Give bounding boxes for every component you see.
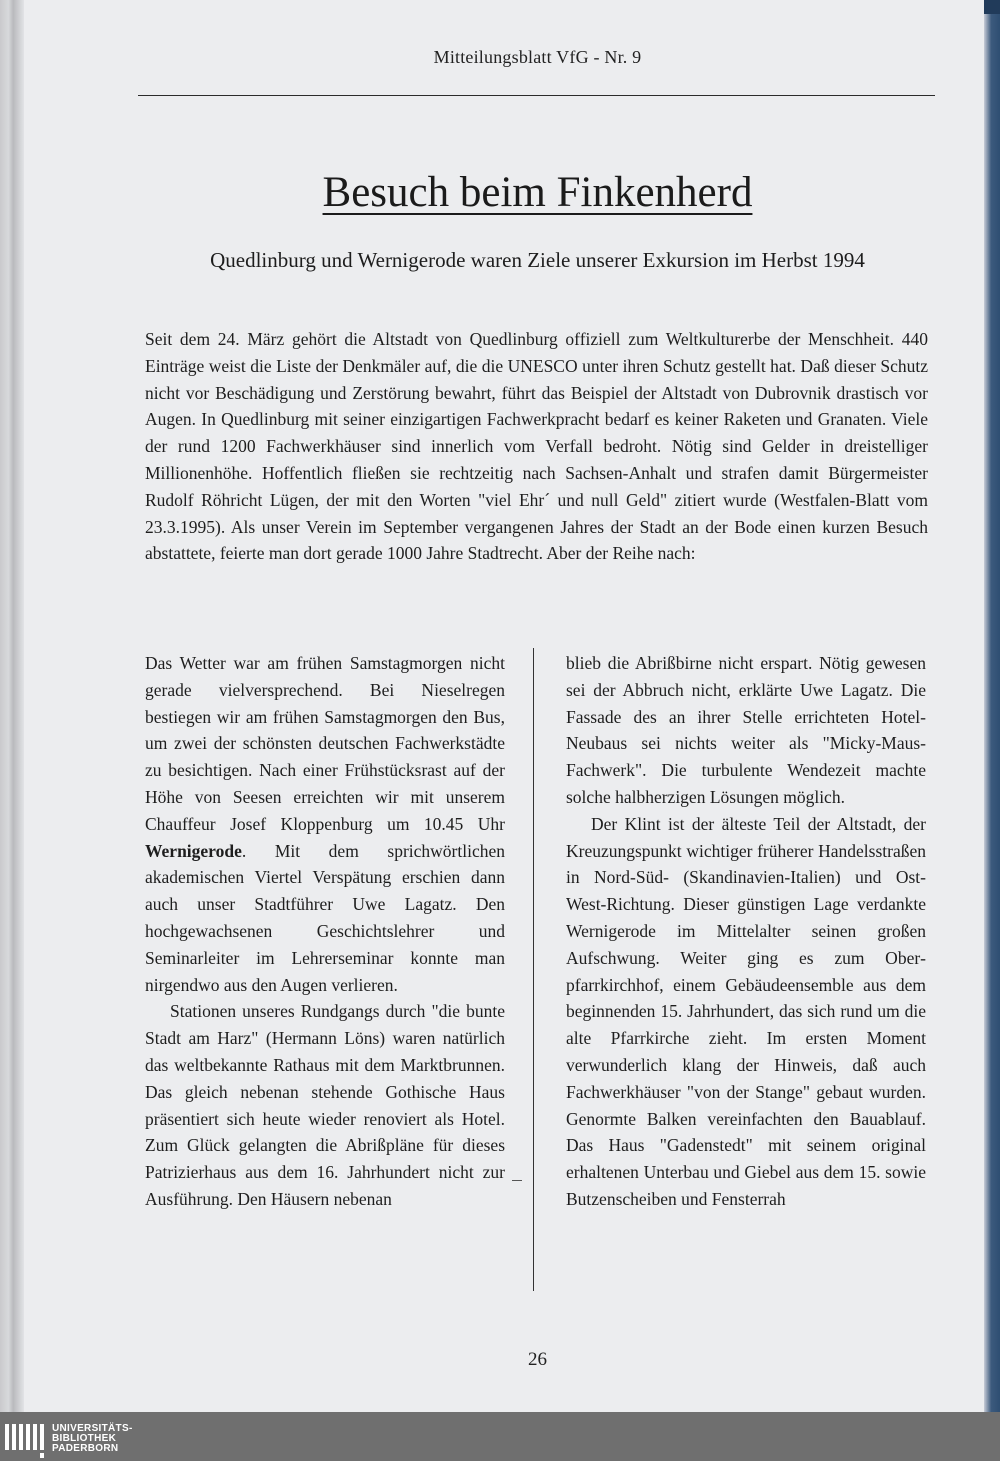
header-rule — [138, 95, 935, 96]
right-paragraph-2: Der Klint ist der älteste Teil der Altstadt, der Kreuzungspunkt wichtiger früherer Handelsstraßen in Nord-Süd- (Skandinavien-Italien) und Ost-West-Richtung. Dieser günstigen Lage verdankte Wernigerode im Mittelalter seinen großen Aufschwung. Weiter ging es zum Oberpfarrkirchhof, einem Gebäudeensemble aus dem beginnenden 15. Jahrhundert, das sich rund um die alte Pfarrkirche zieht. Im ersten Moment verwunderlich klang der Hinweis, daß auch Fachwerkhäuser "von der Stange" gebaut wurden. Genormte Balken vereinfachten den Bauablauf. Das Haus "Gadenstedt" mit seinem original erhaltenen Unterbau und Giebel aus dem 15. sowie Butzenscheiben und Fensterrah — [566, 813, 926, 1209]
left-paragraph-1 — [145, 650, 505, 998]
logo-line: PADERBORN — [52, 1443, 119, 1454]
running-header: Mitteilungsblatt VfG - Nr. 9 — [433, 47, 642, 67]
logo-line: UNIVERSITÄTS- — [52, 1423, 133, 1434]
book-binding-edge — [0, 0, 24, 1412]
library-logo-icon — [4, 1422, 46, 1460]
stray-print-mark — [512, 1180, 522, 1181]
book-cover-edge — [984, 0, 1000, 1412]
logo-line: BIBLIOTHEK — [52, 1433, 117, 1444]
right-column — [566, 650, 926, 1213]
left-paragraph-2: Stationen unseres Rundgangs durch "die bunte Stadt am Harz" (Hermann Löns) waren natürlich das weltbekannte Rathaus mit dem Marktbrunnen. Das gleich nebenan stehende Gothische Haus präsentiert sich heute wieder renoviert als Hotel. Zum Glück gelangten die Abrißpläne für dieses Patrizierhaus aus dem 16. Jahrhundert nicht zur Ausführung. Den Häusern nebenan — [145, 1001, 505, 1209]
article-subtitle: Quedlinburg und Wernigerode waren Ziele unserer Exkursion im Herbst 1994 — [210, 248, 865, 272]
place-name-bold: Wernigerode — [145, 840, 242, 861]
left-paragraph-1-text-b: . Mit dem sprichwörtlichen akademischen Viertel Verspätung erschien dann auch unser Stadtführer Uwe Lagatz. Den hochgewachsenen Geschichtslehrer und Seminarleiter im Lehrerseminar konnte man nirgendwo aus den Augen verlieren. — [145, 840, 505, 995]
article-title: Besuch beim Finkenherd — [322, 169, 753, 216]
intro-paragraph: Seit dem 24. März gehört die Altstadt von Quedlinburg offiziell zum Weltkulturerbe der Menschheit. 440 Einträge weist die Liste der Denkmäler auf, die die UNESCO unter ihren Schutz gestellt hat. Daß dieser Schutz nicht vor Beschädigung und Zerstörung bewahrt, führt das Beispiel der Altstadt von Dubrovnik drastisch vor Augen. In Quedlinburg mit seiner einzigartigen Fachwerkpracht bedarf es keiner Raketen und Granaten. Viele der rund 1200 Fachwerkhäuser sind innerlich vom Verfall bedroht. Nötig sind Gelder in dreistelliger Millionenhöhe. Hoffentlich fließen sie rechtzeitig nach Sachsen-Anhalt und strafen damit Bürgermeister Rudolf Röhricht Lügen, der mit den Worten "viel Ehr´ und null Geld" zitiert wurde (Westfalen-Blatt vom 23.3.1995). Als unser Verein im September vergangenen Jahres der Stadt an der Bode einen kurzen Besuch abstattete, feierte man dort gerade 1000 Jahre Stadtrecht. Aber der Reihe nach: — [145, 329, 928, 564]
library-footer-bar — [0, 1412, 1000, 1461]
right-paragraph-1: blieb die Abrißbirne nicht erspart. Nötig gewesen sei der Abbruch nicht, erklärte Uwe Lagatz. Die Fassade des an ihrer Stelle errichteten Hotel-Neubaus sei nichts weiter als "Micky-Maus-Fachwerk". Die turbulente Wendezeit machte solche halbherzigen Lösungen möglich. — [566, 653, 926, 807]
left-column — [145, 650, 505, 1213]
cover-corner — [984, 0, 1000, 14]
column-divider — [533, 648, 534, 1291]
left-paragraph-1-text-a: Das Wetter war am frühen Samstagmorgen nicht gerade vielversprechend. Bei Nieselregen bestiegen wir am frühen Samstagmorgen den Bus, um zwei der schönsten deutschen Fachwerkstädte zu besichtigen. Nach einer Frühstücksrast auf der Höhe von Seesen erreichten wir mit unserem Chauffeur Josef Kloppenburg um 10.45 Uhr — [145, 653, 505, 834]
page-number: 26 — [528, 1349, 547, 1370]
library-logo-text — [52, 1424, 133, 1454]
